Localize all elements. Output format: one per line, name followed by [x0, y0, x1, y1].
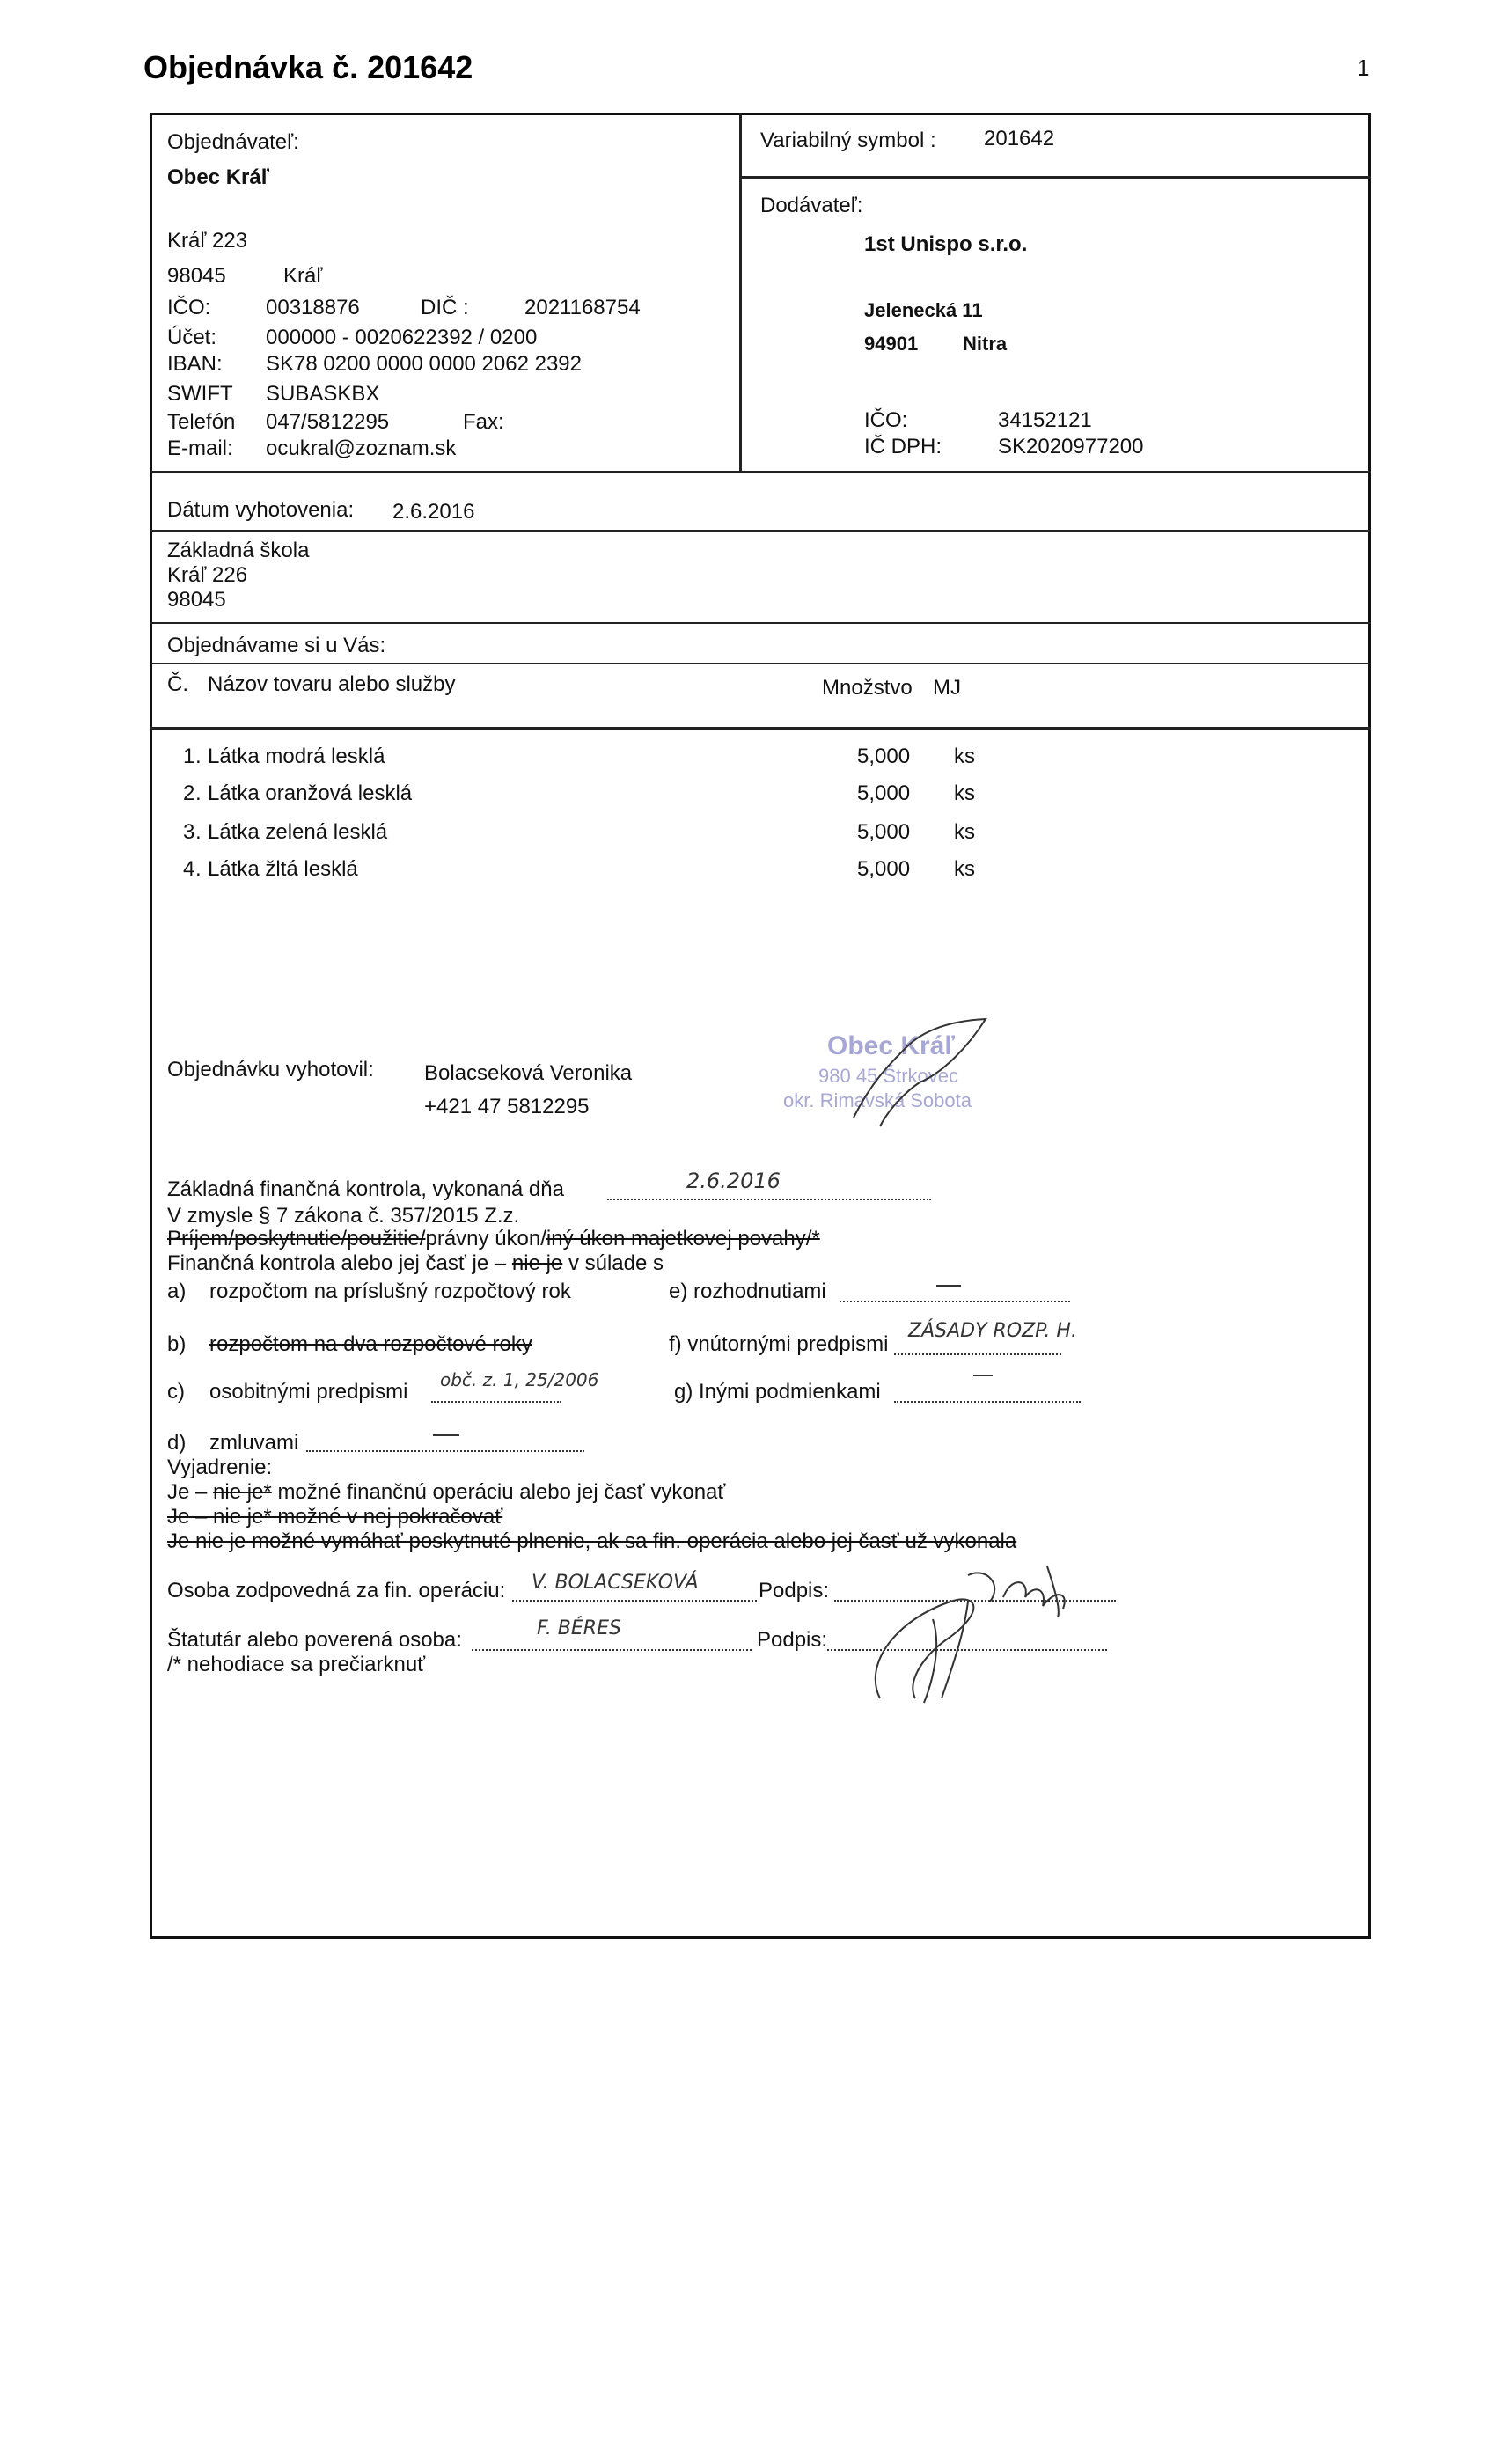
col-qty-header: Množstvo: [822, 676, 913, 700]
footnote: /* nehodiace sa prečiarknuť: [167, 1653, 426, 1676]
buyer-fax-label: Fax:: [463, 410, 504, 434]
col-unit-header: MJ: [933, 676, 961, 700]
buyer-city: Kráľ: [283, 264, 323, 288]
statutory-hand: F. BÉRES: [537, 1617, 621, 1639]
delivery-divider: [150, 622, 1371, 624]
order-intro: Objednávame si u Vás:: [167, 634, 386, 657]
item-4-name: Látka žltá lesklá: [208, 857, 358, 881]
item-4-no: 4: [183, 857, 195, 881]
control-line-3-strike: Príjem/poskytnutie/použitie/: [167, 1227, 426, 1250]
date-value: 2.6.2016: [392, 500, 475, 524]
responsible-label: Osoba zodpovedná za fin. operáciu:: [167, 1579, 506, 1602]
item-2-dot: .: [195, 781, 202, 805]
vs-value: 201642: [984, 127, 1055, 150]
issued-by-name: Bolacseková Veronika: [424, 1061, 633, 1085]
supplier-label: Dodávateľ:: [760, 194, 863, 217]
vs-label: Variabilný symbol :: [760, 128, 936, 152]
vyjadrenie-line-2: Je – nie je* možné v nej pokračovať: [167, 1505, 503, 1529]
control-line-4-a: Finančná kontrola alebo jej časť je: [167, 1251, 489, 1275]
control-date-dots: [607, 1199, 931, 1200]
page-number: 1: [1357, 55, 1370, 81]
item-2-name: Látka oranžová lesklá: [208, 781, 413, 805]
supplier-street: Jelenecká 11: [864, 299, 983, 321]
e-text: e) rozhodnutiami: [669, 1280, 826, 1303]
buyer-name: Obec Kráľ: [167, 165, 269, 189]
buyer-zip: 98045: [167, 264, 226, 288]
item-3-name: Látka zelená lesklá: [208, 820, 388, 844]
vyjadrenie-line-1-b: možné finančnú operáciu alebo jej časť vykonať: [277, 1480, 726, 1504]
f-text: f) vnútornými predpismi: [669, 1332, 889, 1356]
c-label: c): [167, 1380, 185, 1404]
responsible-dots: [512, 1600, 757, 1602]
b-text: rozpočtom na dva rozpočtové roky: [209, 1332, 532, 1356]
item-3-qty: 5,000: [857, 820, 911, 844]
supplier-name: 1st Unispo s.r.o.: [864, 232, 1028, 256]
control-line-4-b: v súlade s: [568, 1251, 664, 1275]
item-3-unit: ks: [954, 820, 975, 844]
order-title: Objednávka č. 201642: [143, 49, 473, 85]
statutory-sign-label: Podpis:: [757, 1628, 828, 1652]
buyer-iban: SK78 0200 0000 0000 2062 2392: [266, 352, 583, 376]
intro-divider: [150, 663, 1371, 664]
buyer-ico: 00318876: [266, 296, 360, 319]
buyer-account-label: Účet:: [167, 326, 217, 349]
buyer-street: Kráľ 223: [167, 229, 248, 253]
supplier-ico: 34152121: [998, 408, 1092, 432]
buyer-email: ocukral@zoznam.sk: [266, 436, 457, 460]
vyjadrenie-line-1: Je – nie je* možné finančnú operáciu alebo jej časť vykonať: [167, 1480, 726, 1504]
item-2-no: 2: [183, 781, 195, 805]
supplier-icdph: SK2020977200: [998, 435, 1144, 458]
buyer-phone: 047/5812295: [266, 410, 390, 434]
buyer-account: 000000 - 0020622392 / 0200: [266, 326, 538, 349]
a-label: a): [167, 1280, 187, 1303]
stamp-line-1: Obec Kráľ: [827, 1031, 955, 1060]
item-2-unit: ks: [954, 781, 975, 805]
d-label: d): [167, 1431, 187, 1455]
b-label: b): [167, 1332, 187, 1356]
responsible-sign-label: Podpis:: [759, 1579, 830, 1602]
g-text: g) Inými podmienkami: [674, 1380, 881, 1404]
item-1-name: Látka modrá lesklá: [208, 744, 385, 768]
e-dots: [840, 1301, 1070, 1302]
g-dots: [894, 1401, 1081, 1403]
delivery-line-1: Základná škola: [167, 539, 310, 562]
control-line-3-rest: právny úkon/: [425, 1227, 546, 1250]
c-hand: obč. z. 1, 25/2006: [440, 1369, 599, 1390]
item-1-unit: ks: [954, 744, 975, 768]
supplier-city: Nitra: [963, 333, 1008, 355]
vyjadrenie-label: Vyjadrenie:: [167, 1456, 273, 1479]
issued-by-label: Objednávku vyhotovil:: [167, 1058, 374, 1082]
control-date-hand: 2.6.2016: [686, 1169, 781, 1193]
buyer-swift-label: SWIFT: [167, 382, 233, 406]
responsible-hand: V. BOLACSEKOVÁ: [532, 1572, 699, 1594]
col-no-header: Č.: [167, 672, 188, 696]
buyer-label: Objednávateľ:: [167, 130, 299, 154]
stamp-line-3: okr. Rimavská Sobota: [783, 1089, 972, 1111]
buyer-ico-label: IČO:: [167, 296, 211, 319]
statutory-label: Štatutár alebo poverená osoba:: [167, 1628, 462, 1652]
supplier-zip: 94901: [864, 333, 919, 355]
control-line-4: Finančná kontrola alebo jej časť je – nie je v súlade s: [167, 1251, 664, 1275]
a-text: rozpočtom na príslušný rozpočtový rok: [209, 1280, 571, 1303]
issued-by-phone: +421 47 5812295: [424, 1095, 590, 1118]
vyjadrenie-line-1-a: Je: [167, 1480, 190, 1504]
statutory-signature: [845, 1584, 1003, 1707]
c-text: osobitnými predpismi: [209, 1380, 408, 1404]
date-divider: [150, 530, 1371, 532]
d-dash: [433, 1434, 459, 1436]
supplier-icdph-label: IČ DPH:: [864, 435, 942, 458]
g-dash: [973, 1375, 993, 1376]
item-1-qty: 5,000: [857, 744, 911, 768]
header-divider: [150, 471, 1371, 473]
buyer-phone-label: Telefón: [167, 410, 236, 434]
buyer-email-label: E-mail:: [167, 436, 233, 460]
item-1-dot: .: [195, 744, 202, 768]
buyer-swift: SUBASKBX: [266, 382, 380, 406]
item-1-no: 1: [183, 744, 195, 768]
e-dash: [936, 1285, 961, 1287]
delivery-line-2: Kráľ 226: [167, 563, 248, 587]
control-line-3-strike-2: iný úkon majetkovej povahy/*: [546, 1227, 820, 1250]
item-4-unit: ks: [954, 857, 975, 881]
control-line-1: Základná finančná kontrola, vykonaná dňa: [167, 1177, 564, 1201]
table-header-divider: [150, 727, 1371, 730]
control-line-2: V zmysle § 7 zákona č. 357/2015 Z.z.: [167, 1204, 520, 1228]
control-line-4-strike: nie je: [511, 1251, 563, 1275]
item-4-qty: 5,000: [857, 857, 911, 881]
f-hand: ZÁSADY ROZP. H.: [908, 1320, 1077, 1342]
vertical-divider: [739, 113, 742, 471]
delivery-line-3: 98045: [167, 588, 226, 612]
buyer-dic: 2021168754: [524, 296, 641, 319]
item-3-dot: .: [195, 820, 202, 844]
stamp-signature: [836, 1012, 1003, 1135]
statutory-dots: [472, 1649, 752, 1651]
item-3-no: 3: [183, 820, 195, 844]
col-name-header: Názov tovaru alebo služby: [208, 672, 456, 696]
control-line-3: [167, 1227, 820, 1251]
buyer-iban-label: IBAN:: [167, 352, 223, 376]
d-text: zmluvami: [209, 1431, 299, 1455]
item-4-dot: .: [195, 857, 202, 881]
d-dots: [306, 1450, 584, 1452]
vyjadrenie-line-3: Je nie je možné vymáhať poskytnuté plnenie, ak sa fin. operácia alebo jej časť už vykonala: [167, 1529, 1017, 1553]
item-2-qty: 5,000: [857, 781, 911, 805]
supplier-ico-label: IČO:: [864, 408, 908, 432]
f-dots: [894, 1353, 1061, 1355]
buyer-dic-label: DIČ :: [421, 296, 469, 319]
stamp-line-2: 980 45 Štrkovec: [818, 1065, 958, 1087]
vyjadrenie-line-1-strike: nie je*: [213, 1480, 272, 1504]
c-dots: [431, 1401, 561, 1403]
vs-divider: [739, 176, 1371, 179]
date-label: Dátum vyhotovenia:: [167, 498, 355, 522]
